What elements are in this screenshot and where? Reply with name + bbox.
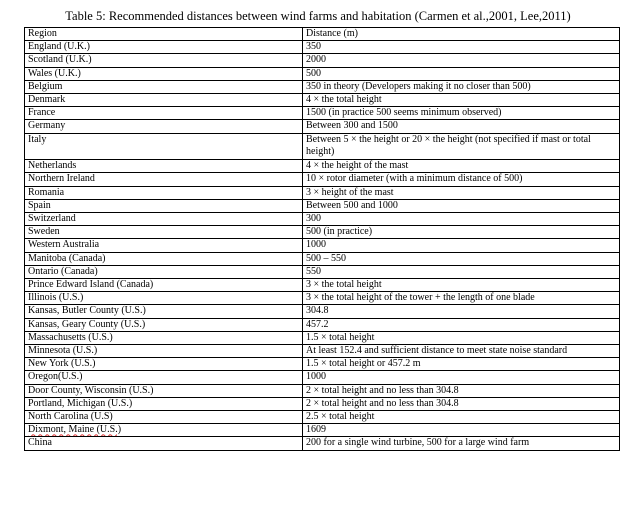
distance-cell: 500	[303, 67, 620, 80]
region-cell: Denmark	[25, 94, 303, 107]
table-row	[25, 54, 620, 67]
region-cell: Italy	[25, 133, 303, 160]
table-row	[25, 80, 620, 93]
region-cell: Netherlands	[25, 160, 303, 173]
distance-cell: 2 × total height and no less than 304.8	[303, 397, 620, 410]
distance-cell: 1000	[303, 371, 620, 384]
table-row	[25, 107, 620, 120]
distance-cell: 550	[303, 265, 620, 278]
distance-cell: Between 5 × the height or 20 × the height (not specified if mast or total height)	[303, 133, 620, 160]
distance-cell: 3 × height of the mast	[303, 186, 620, 199]
table-row	[25, 265, 620, 278]
distance-cell: 304.8	[303, 305, 620, 318]
region-cell: Kansas, Geary County (U.S.)	[25, 318, 303, 331]
region-cell: Belgium	[25, 80, 303, 93]
table-row	[25, 358, 620, 371]
table-row	[25, 371, 620, 384]
distance-cell: 300	[303, 213, 620, 226]
region-cell: Wales (U.K.)	[25, 67, 303, 80]
region-cell: Western Australia	[25, 239, 303, 252]
table-row	[25, 305, 620, 318]
distance-column-header: Distance (m)	[303, 28, 620, 41]
table-row	[25, 199, 620, 212]
distance-cell: 1500 (in practice 500 seems minimum observed)	[303, 107, 620, 120]
region-cell: Spain	[25, 199, 303, 212]
region-cell: North Carolina (U.S)	[25, 411, 303, 424]
table-row	[25, 292, 620, 305]
distance-cell: 500 (in practice)	[303, 226, 620, 239]
region-cell	[25, 424, 303, 437]
table-row	[25, 186, 620, 199]
region-cell: China	[25, 437, 303, 450]
table-row	[25, 424, 620, 437]
region-cell-text: Dixmont, Maine (U.S.)	[28, 424, 122, 436]
distance-cell: 500 – 550	[303, 252, 620, 265]
distance-cell: 2 × total height and no less than 304.8	[303, 384, 620, 397]
region-cell: Illinois (U.S.)	[25, 292, 303, 305]
distance-cell: 350 in theory (Developers making it no closer than 500)	[303, 80, 620, 93]
table-row	[25, 226, 620, 239]
region-cell: Northern Ireland	[25, 173, 303, 186]
region-cell: Switzerland	[25, 213, 303, 226]
region-cell: England (U.K.)	[25, 41, 303, 54]
region-cell: Manitoba (Canada)	[25, 252, 303, 265]
distance-table	[24, 27, 620, 451]
distance-cell: 3 × the total height of the tower + the length of one blade	[303, 292, 620, 305]
table-row	[25, 94, 620, 107]
distance-cell: 4 × the height of the mast	[303, 160, 620, 173]
distance-cell: 10 × rotor diameter (with a minimum distance of 500)	[303, 173, 620, 186]
distance-cell: 457.2	[303, 318, 620, 331]
table-row	[25, 318, 620, 331]
table-row	[25, 133, 620, 160]
distance-cell: 3 × the total height	[303, 279, 620, 292]
region-cell: Germany	[25, 120, 303, 133]
table-row	[25, 120, 620, 133]
region-cell: Romania	[25, 186, 303, 199]
table-row	[25, 411, 620, 424]
distance-cell: 2000	[303, 54, 620, 67]
table-row	[25, 213, 620, 226]
table-row	[25, 279, 620, 292]
distance-cell: 1000	[303, 239, 620, 252]
table-caption: Table 5: Recommended distances between wind farms and habitation (Carmen et al.,2001, Lee,2011)	[65, 9, 571, 23]
region-cell: Kansas, Butler County (U.S.)	[25, 305, 303, 318]
region-cell: Portland, Michigan (U.S.)	[25, 397, 303, 410]
distance-cell: 1.5 × total height or 457.2 m	[303, 358, 620, 371]
region-cell: Massachusetts (U.S.)	[25, 331, 303, 344]
table-row	[25, 67, 620, 80]
region-cell: Door County, Wisconsin (U.S.)	[25, 384, 303, 397]
region-cell: Sweden	[25, 226, 303, 239]
table-row	[25, 252, 620, 265]
table-row	[25, 384, 620, 397]
table-row	[25, 160, 620, 173]
region-cell: Scotland (U.K.)	[25, 54, 303, 67]
table-row	[25, 437, 620, 450]
table-row	[25, 397, 620, 410]
region-column-header: Region	[25, 28, 303, 41]
table-row	[25, 239, 620, 252]
table-row	[25, 331, 620, 344]
region-cell: Oregon(U.S.)	[25, 371, 303, 384]
region-cell: Minnesota (U.S.)	[25, 345, 303, 358]
region-cell: New York (U.S.)	[25, 358, 303, 371]
distance-cell: 1.5 × total height	[303, 331, 620, 344]
distance-cell: Between 300 and 1500	[303, 120, 620, 133]
distance-cell: 1609	[303, 424, 620, 437]
distance-cell: 2.5 × total height	[303, 411, 620, 424]
distance-cell: Between 500 and 1000	[303, 199, 620, 212]
table-header-row	[25, 28, 620, 41]
distance-cell: 200 for a single wind turbine, 500 for a large wind farm	[303, 437, 620, 450]
distance-cell: 350	[303, 41, 620, 54]
table-row	[25, 173, 620, 186]
distance-cell: 4 × the total height	[303, 94, 620, 107]
table-row	[25, 345, 620, 358]
distance-cell: At least 152.4 and sufficient distance to meet state noise standard	[303, 345, 620, 358]
region-cell: Ontario (Canada)	[25, 265, 303, 278]
region-cell: Prince Edward Island (Canada)	[25, 279, 303, 292]
region-cell: France	[25, 107, 303, 120]
table-row	[25, 41, 620, 54]
